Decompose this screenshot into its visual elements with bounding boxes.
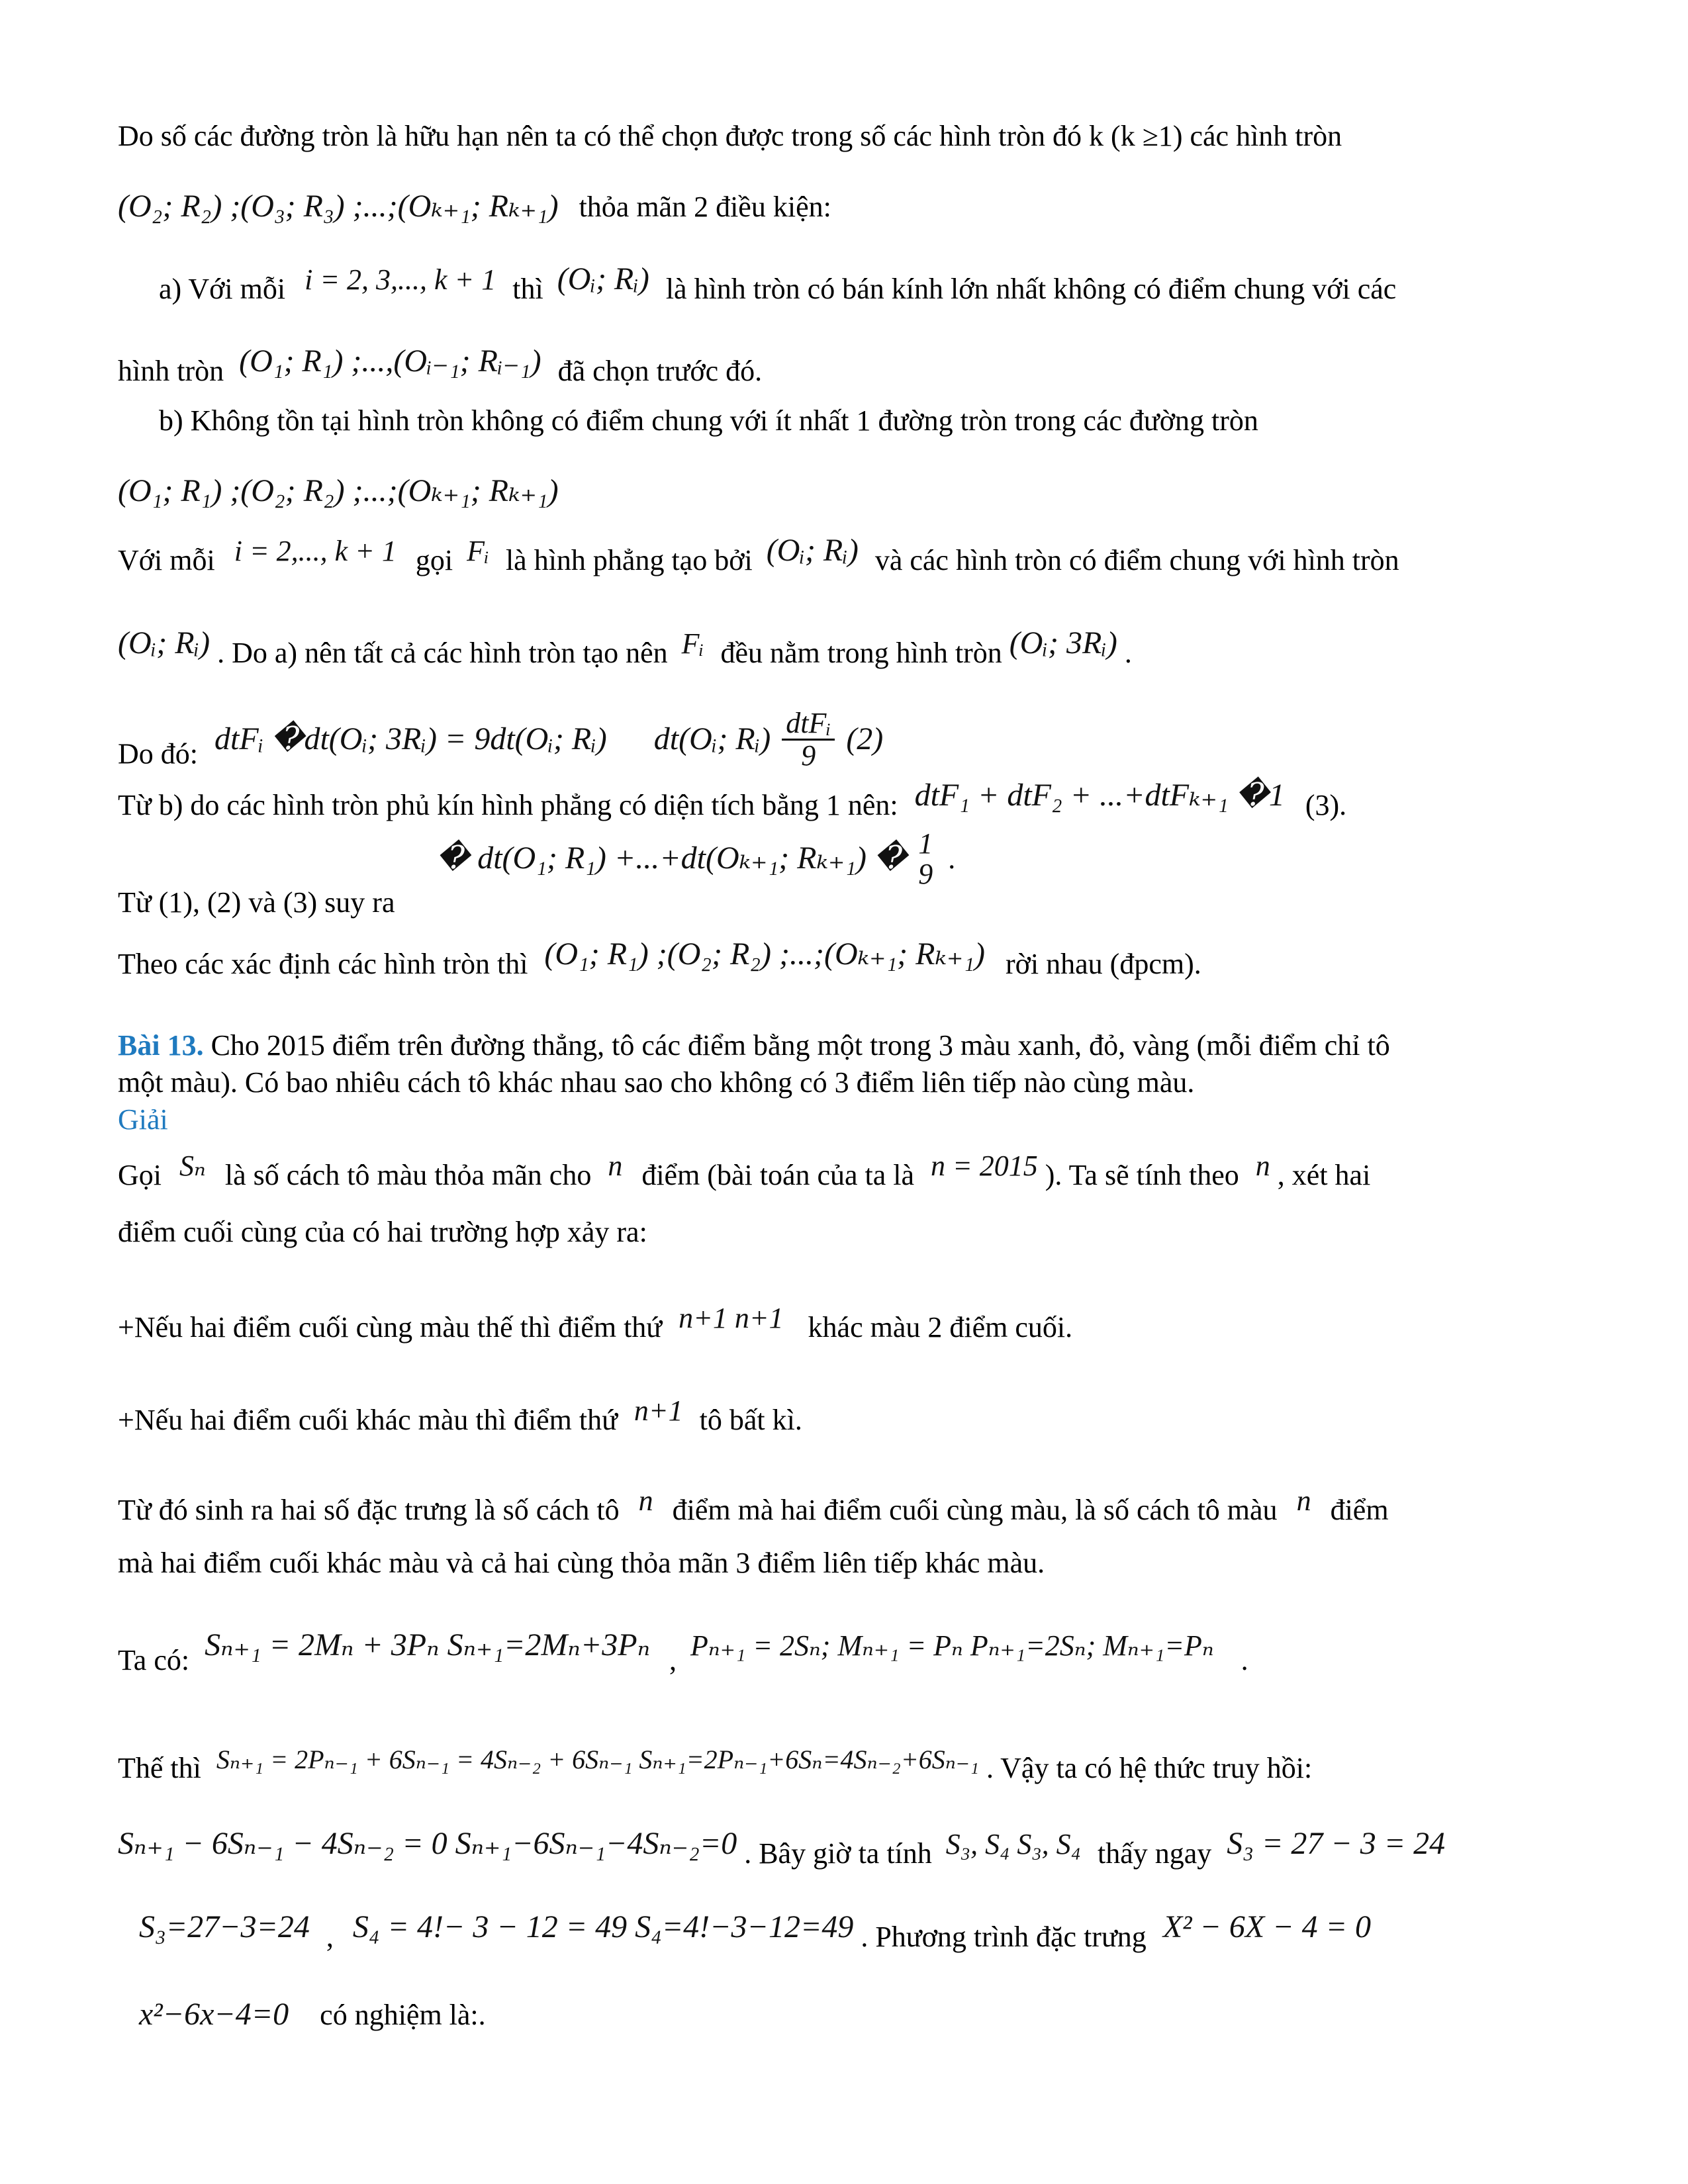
p1-line-8 [118, 625, 1132, 672]
p1-text-3b: thì [512, 273, 543, 305]
p1-line-9 [118, 707, 884, 788]
p2-s3-value: S₃ = 27 − 3 = 24 [1227, 1826, 1446, 1861]
p2-text-7b: điểm mà hai điểm cuối cùng màu, là số cách tô màu [672, 1494, 1278, 1526]
p1-text-3c: là hình tròn có bán kính lớn nhất không có điểm chung với các [665, 273, 1397, 305]
p1-text-2: thỏa mãn 2 điều kiện: [579, 191, 831, 223]
solution-heading: Giải [118, 1103, 168, 1136]
p2-text-10b: . Vậy ta có hệ thức truy hồi: [986, 1752, 1313, 1784]
p2-n-symbol-2: n [1255, 1150, 1270, 1182]
p1-circles-list-3: (O₁; R₁) ;(O₂; R₂) ;...;(Oₖ₊₁; Rₖ₊₁) [118, 473, 559, 508]
p1-line-12 [118, 936, 1201, 983]
p2-case-1a: +Nếu hai điểm cuối cùng màu thế thì điểm thứ [118, 1311, 663, 1343]
p2-case-2b: tô bất kì. [699, 1404, 802, 1436]
p1-circles-list-1: (O₂; R₂) ;(O₃; R₃) ;...;(Oₖ₊₁; Rₖ₊₁) [118, 189, 559, 224]
p2-case-1b: khác màu 2 điểm cuối. [808, 1311, 1073, 1343]
p1-text-7c: là hình phẳng tạo bởi [505, 544, 753, 576]
p2-text-9c: . [1241, 1644, 1248, 1676]
p2-text-3b: là số cách tô màu thỏa mãn cho [224, 1159, 592, 1191]
p1-text-8a: . Do a) nên tất cả các hình tròn tạo nên [217, 637, 668, 669]
p2-line-9 [118, 1545, 1045, 1582]
p2-recurrence-pm: Pₙ₊₁ = 2Sₙ; Mₙ₊₁ = Pₙ Pₙ₊₁=2Sₙ; Mₙ₊₁=Pₙ [690, 1629, 1214, 1662]
p1-fraction-dtf-over-9 [782, 708, 835, 771]
p2-n-symbol-1: n [608, 1150, 623, 1182]
p1-line-10 [118, 778, 1347, 824]
p2-recurrence-s: Sₙ₊₁ = 2Mₙ + 3Pₙ Sₙ₊₁=2Mₙ+3Pₙ [205, 1627, 651, 1662]
p1-region-fi-2: Fᵢ [681, 627, 704, 660]
p2-text-11b: thấy ngay [1097, 1837, 1212, 1870]
p1-text-9a: Do đó: [118, 737, 198, 770]
p1-line-4 [118, 343, 763, 390]
p2-text-7a: Từ đó sinh ra hai số đặc trưng là số cách tô [118, 1494, 620, 1526]
p1-index-range-1: i = 2, 3,..., k + 1 [305, 263, 496, 296]
p2-line-2 [118, 1064, 1194, 1101]
p2-text-4: điểm cuối cùng của có hai trường hợp xảy ra: [118, 1216, 647, 1248]
p1-circle-i-3: (Oᵢ; Rᵢ) [118, 625, 211, 660]
p1-line-3 [159, 261, 1397, 308]
p2-line-10 [118, 1627, 1248, 1679]
p2-text-9b: , [669, 1644, 677, 1676]
p1-region-fi-1: Fᵢ [467, 535, 489, 567]
problem-text-1: Cho 2015 điểm trên đường thẳng, tô các điểm bằng một trong 3 màu xanh, đỏ, vàng (mỗi điểm chỉ tô [211, 1029, 1390, 1062]
p1-text-4b: đã chọn trước đó. [557, 355, 763, 387]
p2-line-12 [118, 1826, 1446, 1872]
p2-recurrence-relation: Sₙ₊₁ − 6Sₙ₋₁ − 4Sₙ₋₂ = 0 Sₙ₊₁−6Sₙ₋₁−4Sₙ₋₂=0 [118, 1826, 737, 1861]
p1-text-12a: Theo các xác định các hình tròn thì [118, 948, 528, 980]
p1-sum-inequality: � dt(O₁; R₁) +...+dt(Oₖ₊₁; Rₖ₊₁) � [437, 841, 908, 876]
p1-text-7b: gọi [415, 544, 453, 576]
p1-circles-list-2: (O₁; R₁) ;...,(Oᵢ₋₁; Rᵢ₋₁) [239, 343, 541, 379]
p1-fraction-numerator: dtFᵢ [782, 708, 835, 741]
p1-text-11a: Từ (1), (2) và (3) suy ra [118, 886, 395, 919]
p1-text-11b: . [948, 842, 956, 876]
p1-cond-a-label: a) Với mỗi [159, 273, 286, 305]
p2-next-point-1: n+1 n+1 [679, 1302, 784, 1334]
p1-circle-i-2: (Oᵢ; Rᵢ) [766, 533, 859, 568]
p1-text-10a: Từ b) do các hình tròn phủ kín hình phẳng có diện tích bằng 1 nên: [118, 789, 898, 821]
p2-text-3c: điểm (bài toán của ta là [641, 1159, 915, 1191]
p2-n-symbol-4: n [1296, 1484, 1311, 1517]
p2-line-14 [139, 1996, 486, 2034]
problem-heading: Bài 13. [118, 1029, 204, 1062]
p1-equation-tag-3: (3). [1305, 789, 1347, 821]
p1-circles-list-4: (O₁; R₁) ;(O₂; R₂) ;...;(Oₖ₊₁; Rₖ₊₁) [544, 936, 985, 972]
p2-line-4 [118, 1150, 1371, 1194]
p2-s3-s4: S₃, S₄ S₃, S₄ [945, 1828, 1081, 1860]
p2-next-point-2: n+1 [633, 1394, 683, 1427]
p2-line-11 [118, 1745, 1313, 1788]
p2-line-5 [118, 1214, 647, 1251]
p1-text-4a: hình tròn [118, 355, 224, 387]
p2-line-1 [118, 1027, 1390, 1064]
p2-n-value: n = 2015 [931, 1150, 1038, 1182]
p2-line-3 [118, 1101, 168, 1138]
p1-equation-tag-2: (2) [846, 721, 884, 756]
p2-characteristic-equation-2: x²−6x−4=0 [139, 1997, 289, 2032]
p1-area-inequality: dtFᵢ �dt(Oᵢ; 3Rᵢ) = 9dt(Oᵢ; Rᵢ) [214, 721, 607, 756]
p2-line-7 [118, 1394, 802, 1439]
p1-fraction-one: 1 [918, 827, 933, 860]
p1-area-sum: dtF₁ + dtF₂ + ...+dtFₖ₊₁ �1 [914, 778, 1285, 813]
p1-line-11-math [437, 827, 956, 892]
p2-line-13 [139, 1909, 1372, 1956]
p1-text-8b: đều nằm trong hình tròn [720, 637, 1002, 669]
p2-sn-symbol: Sₙ [179, 1150, 206, 1182]
p2-line-8 [118, 1484, 1389, 1529]
p1-fraction-1-over-9 [914, 829, 937, 889]
p2-substitution: Sₙ₊₁ = 2Pₙ₋₁ + 6Sₙ₋₁ = 4Sₙ₋₂ + 6Sₙ₋₁ Sₙ₊₁=2Pₙ₋₁+6Sₙ=4Sₙ₋₂+6Sₙ₋₁ [216, 1745, 979, 1774]
p1-line-1 [118, 118, 1342, 155]
p1-text-7d: và các hình tròn có điểm chung với hình tròn [874, 544, 1399, 576]
p1-area-circle: dt(Oᵢ; Rᵢ) [653, 721, 771, 756]
p2-text-8: mà hai điểm cuối khác màu và cả hai cùng thỏa mãn 3 điểm liên tiếp khác màu. [118, 1547, 1045, 1579]
p1-cond-b: b) Không tồn tại hình tròn không có điểm chung với ít nhất 1 đường tròn trong các đường tròn [159, 404, 1258, 437]
p2-text-13a: có nghiệm là:. [320, 1999, 486, 2031]
p1-text-12b: rời nhau (đpcm). [1006, 948, 1201, 980]
p2-s3-computed: S₃=27−3=24 [139, 1909, 310, 1944]
p2-text-10a: Thế thì [118, 1752, 201, 1784]
p1-line-2 [118, 188, 831, 226]
p1-text-1: Do số các đường tròn là hữu hạn nên ta có thể chọn được trong số các hình tròn đó k (k ≥1) các hình tròn [118, 120, 1342, 152]
p2-text-7c: điểm [1330, 1494, 1389, 1526]
problem-text-2: một màu). Có bao nhiêu cách tô khác nhau sao cho không có 3 điểm liên tiếp nào cùng màu. [118, 1066, 1195, 1099]
p1-circle-i-3r: (Oᵢ; 3Rᵢ) [1009, 625, 1117, 660]
p1-text-8c: . [1124, 637, 1132, 669]
p2-characteristic-equation: X² − 6X − 4 = 0 [1162, 1909, 1372, 1944]
p2-text-3e: , xét hai [1277, 1159, 1371, 1191]
p1-text-7a: Với mỗi [118, 544, 215, 576]
p2-s4-computed: S₄ = 4!− 3 − 12 = 49 S₄=4!−3−12=49 [352, 1909, 854, 1944]
p1-line-6 [118, 473, 559, 510]
p1-line-5 [159, 402, 1258, 439]
p2-n-symbol-3: n [638, 1484, 653, 1517]
p1-fraction-nine: 9 [918, 858, 933, 890]
p2-text-9a: Ta có: [118, 1644, 190, 1676]
p2-line-6 [118, 1302, 1073, 1346]
p2-text-12b: . Phương trình đặc trưng [861, 1921, 1147, 1953]
p1-fraction-denominator: 9 [801, 739, 816, 772]
p1-line-7 [118, 533, 1399, 579]
p1-index-range-2: i = 2,..., k + 1 [234, 535, 397, 567]
p2-text-11a: . Bây giờ ta tính [744, 1837, 932, 1870]
p1-circle-i-1: (Oᵢ; Rᵢ) [557, 261, 649, 296]
p2-text-12a: , [326, 1921, 334, 1953]
p2-text-3d: ). Ta sẽ tính theo [1045, 1159, 1239, 1191]
p2-text-3a: Gọi [118, 1159, 162, 1191]
p2-case-2a: +Nếu hai điểm cuối khác màu thì điểm thứ [118, 1404, 618, 1436]
p1-line-11 [118, 884, 395, 921]
